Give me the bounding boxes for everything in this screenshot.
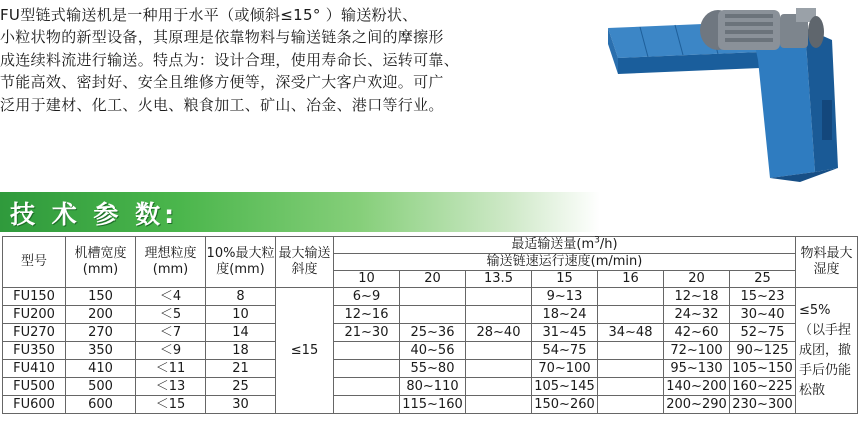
table-row (3, 324, 858, 342)
capacity-cell: 160~225 (730, 378, 796, 396)
particle-cell: ＜5 (136, 306, 206, 324)
header-speed: 输送链速运行速度(m/min) (334, 254, 796, 271)
capacity-cell (334, 378, 400, 396)
capacity-cell (334, 360, 400, 378)
max-particle-cell: 18 (206, 342, 276, 360)
capacity-cell: 95~130 (664, 360, 730, 378)
capacity-cell: 140~200 (664, 378, 730, 396)
capacity-cell: 15~23 (730, 288, 796, 306)
speed-header-cell: 10 (334, 271, 400, 288)
capacity-cell: 42~60 (664, 324, 730, 342)
capacity-cell: 25~36 (400, 324, 466, 342)
capacity-cell: 90~125 (730, 342, 796, 360)
capacity-cell: 9~13 (532, 288, 598, 306)
speed-header-cell: 20 (664, 271, 730, 288)
particle-cell: ＜15 (136, 396, 206, 414)
capacity-cell: 24~32 (664, 306, 730, 324)
header-incline: 最大输送斜度 (276, 237, 334, 288)
capacity-cell (598, 306, 664, 324)
max-particle-cell: 10 (206, 306, 276, 324)
capacity-cell (466, 342, 532, 360)
capacity-cell (334, 342, 400, 360)
intro-line-2: 小粒状物的新型设备，其原理是依靠物料与输送链条之间的摩擦形 (0, 28, 444, 47)
speed-header-cell: 16 (598, 271, 664, 288)
capacity-cell: 40~56 (400, 342, 466, 360)
header-capacity: 最适输送量$(m^3/h)$ (334, 237, 796, 254)
capacity-cell (466, 360, 532, 378)
incline-cell: ≤15 (276, 288, 334, 414)
capacity-cell: 70~100 (532, 360, 598, 378)
capacity-cell (466, 378, 532, 396)
capacity-cell: 6~9 (334, 288, 400, 306)
tech-params-title: 技 术 参 数: (10, 200, 179, 229)
capacity-cell: 80~110 (400, 378, 466, 396)
tech-params-banner (0, 192, 600, 232)
capacity-cell: 115~160 (400, 396, 466, 414)
max-particle-cell: 8 (206, 288, 276, 306)
width-cell: 410 (66, 360, 136, 378)
speed-header-cell: 13.5 (466, 271, 532, 288)
model-cell: FU150 (3, 288, 66, 306)
capacity-cell: 54~75 (532, 342, 598, 360)
capacity-cell: 52~75 (730, 324, 796, 342)
capacity-cell (466, 288, 532, 306)
header-humidity: 物料最大湿度 (796, 237, 858, 288)
capacity-cell: 12~18 (664, 288, 730, 306)
speed-header-cell: 15 (532, 271, 598, 288)
capacity-cell: 12~16 (334, 306, 400, 324)
header-model: 型号 (3, 237, 66, 288)
capacity-cell: 34~48 (598, 324, 664, 342)
width-cell: 200 (66, 306, 136, 324)
capacity-cell: 72~100 (664, 342, 730, 360)
capacity-cell (400, 306, 466, 324)
intro-text (0, 4, 600, 116)
model-cell: FU500 (3, 378, 66, 396)
conveyor-machine-image (600, 0, 859, 185)
capacity-cell (598, 342, 664, 360)
table-row (3, 378, 858, 396)
max-particle-cell: 30 (206, 396, 276, 414)
intro-line-1: FU型链式输送机是一种用于水平（或倾斜≤15° ）输送粉状、 (0, 6, 418, 24)
width-cell: 500 (66, 378, 136, 396)
capacity-cell: 105~145 (532, 378, 598, 396)
capacity-cell (598, 396, 664, 414)
capacity-cell: 30~40 (730, 306, 796, 324)
capacity-cell: 55~80 (400, 360, 466, 378)
max-particle-cell: 25 (206, 378, 276, 396)
table-row (3, 342, 858, 360)
spec-table (2, 236, 858, 414)
max-particle-cell: 14 (206, 324, 276, 342)
capacity-cell (598, 360, 664, 378)
max-particle-cell: 21 (206, 360, 276, 378)
model-cell: FU200 (3, 306, 66, 324)
model-cell: FU350 (3, 342, 66, 360)
particle-cell: ＜4 (136, 288, 206, 306)
width-cell: 350 (66, 342, 136, 360)
capacity-cell (598, 288, 664, 306)
header-max-particle: 10%最大粒度(mm) (206, 237, 276, 288)
capacity-cell: 28~40 (466, 324, 532, 342)
capacity-cell (598, 378, 664, 396)
width-cell: 150 (66, 288, 136, 306)
capacity-cell (400, 288, 466, 306)
particle-cell: ＜13 (136, 378, 206, 396)
capacity-cell (466, 306, 532, 324)
table-row (3, 306, 858, 324)
particle-cell: ＜9 (136, 342, 206, 360)
capacity-cell: 230~300 (730, 396, 796, 414)
header-particle: 理想粒度(mm) (136, 237, 206, 288)
capacity-cell: 200~290 (664, 396, 730, 414)
intro-line-3: 成连续料流进行输送。特点为：设计合理，使用寿命长、运转可靠、 (0, 50, 460, 69)
table-row (3, 360, 858, 378)
width-cell: 600 (66, 396, 136, 414)
capacity-cell: 150~260 (532, 396, 598, 414)
model-cell: FU600 (3, 396, 66, 414)
particle-cell: ＜7 (136, 324, 206, 342)
capacity-cell (334, 396, 400, 414)
capacity-cell: 21~30 (334, 324, 400, 342)
intro-line-4: 节能高效、密封好、安全且维修方便等，深受广大客户欢迎。可广 (0, 73, 444, 92)
model-cell: FU410 (3, 360, 66, 378)
speed-header-cell: 20 (400, 271, 466, 288)
humidity-cell: ≤5%（以手捏成团，撤手后仍能松散 (796, 288, 858, 414)
capacity-cell: 31~45 (532, 324, 598, 342)
speed-header-cell: 25 (730, 271, 796, 288)
particle-cell: ＜11 (136, 360, 206, 378)
capacity-cell: 18~24 (532, 306, 598, 324)
header-width: 机槽宽度(mm) (66, 237, 136, 288)
width-cell: 270 (66, 324, 136, 342)
model-cell: FU270 (3, 324, 66, 342)
capacity-cell (466, 396, 532, 414)
table-row (3, 288, 858, 306)
intro-line-5: 泛用于建材、化工、火电、粮食加工、矿山、冶金、港口等行业。 (0, 95, 444, 114)
capacity-cell: 105~150 (730, 360, 796, 378)
table-row (3, 396, 858, 414)
